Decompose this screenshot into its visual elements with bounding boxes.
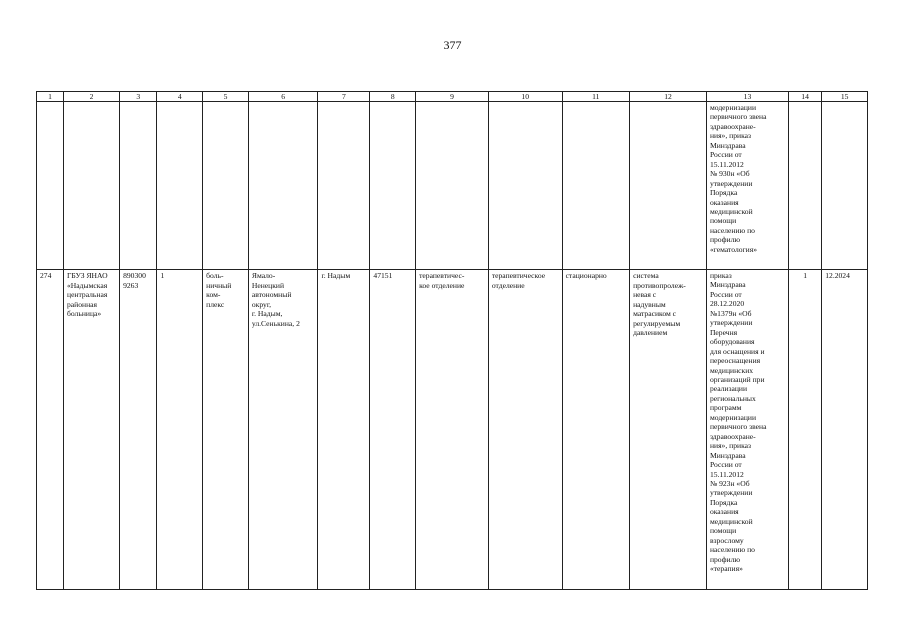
cell-line: оборудования [709, 337, 755, 347]
cell-2 [64, 102, 120, 270]
column-number-9: 9 [416, 92, 489, 102]
cell-line: профилю [709, 554, 741, 564]
cell-line: система [633, 271, 659, 280]
cell-line: населению по [709, 545, 755, 555]
cell-line: терапевтическое [491, 271, 546, 280]
column-number-3: 3 [120, 92, 157, 102]
equipment-name [630, 270, 707, 590]
cell-line: центральная [67, 290, 108, 299]
cell-line: Ненецкий [251, 280, 285, 290]
cell-line: больница» [67, 309, 102, 318]
cell-line: ничный [206, 280, 232, 290]
cell-3 [120, 102, 157, 270]
cell-line: невая с [633, 290, 657, 299]
cell-line: здравоохране- [709, 431, 756, 441]
table-row-continuation [37, 102, 868, 270]
cell-line: «терапия» [709, 564, 743, 574]
cell-line: №1379н «Об [709, 308, 752, 318]
cell-line: оказания [709, 507, 739, 517]
cell-4 [157, 102, 203, 270]
cell-line: регулируемым [633, 318, 681, 328]
cell-line: помощи [709, 216, 737, 226]
cell-line: Минздрава [709, 450, 746, 460]
cell-line: Перечня [709, 327, 738, 337]
cell-line: России от [709, 150, 742, 160]
cell-6 [248, 102, 318, 270]
delivery-date: 12.2024 [822, 270, 868, 590]
column-number-11: 11 [562, 92, 630, 102]
cell-line: матрасиком с [633, 309, 677, 318]
address [248, 270, 318, 590]
cell-line: первичного звена [709, 112, 767, 122]
cell-line: № 930н «Об [709, 169, 750, 179]
table-row-274 [37, 270, 868, 590]
cell-line: переоснащения [709, 356, 761, 366]
cell-line: медицинской [709, 206, 753, 216]
cell-line: ул.Сенькина, 2 [251, 318, 300, 328]
column-number-10: 10 [488, 92, 562, 102]
cell-11 [562, 102, 630, 270]
cell-line: ния», приказ [709, 441, 752, 451]
cell-line: давлением [633, 328, 668, 337]
cell-line: округ, [251, 299, 272, 309]
cell-line: «Надымская [67, 280, 108, 290]
column-number-15: 15 [822, 92, 868, 102]
cell-13-legal-basis [706, 102, 788, 270]
cell-line: надувным [633, 299, 666, 309]
cell-line: медицинской [709, 516, 753, 526]
cell-line: реализации [709, 384, 748, 394]
cell-1 [37, 102, 64, 270]
cell-line: 15.11.2012 [709, 469, 744, 479]
quantity: 1 [788, 270, 821, 590]
column-number-13: 13 [706, 92, 788, 102]
cell-line: терапевтичес- [419, 271, 465, 280]
cell-line: населению по [709, 225, 755, 235]
cell-line: утверждении [709, 178, 753, 188]
organization-name [64, 270, 120, 590]
column-number-7: 7 [318, 92, 370, 102]
cell-line: ком- [206, 290, 221, 299]
cell-line: Порядка [709, 188, 738, 198]
cell-line: модернизации [709, 103, 757, 112]
column-number-1: 1 [37, 92, 64, 102]
cell-line: кое отделение [419, 280, 465, 290]
cell-7 [318, 102, 370, 270]
cell-line: утверждении [709, 318, 753, 328]
cell-line: взрослому [709, 535, 744, 545]
cell-5 [203, 102, 249, 270]
cell-line: плекс [206, 299, 225, 309]
column-number-8: 8 [370, 92, 416, 102]
cell-9 [416, 102, 489, 270]
cell-line: медицинских [709, 365, 754, 375]
cell-line: 890300 [123, 271, 146, 280]
column-number-12: 12 [630, 92, 707, 102]
cell-line: районная [67, 299, 98, 309]
city: г. Надым [318, 270, 370, 590]
cell-line: первичного звена [709, 422, 767, 432]
cell-10 [488, 102, 562, 270]
cell-line: программ [709, 403, 742, 413]
column-number-2: 2 [64, 92, 120, 102]
cell-line: приказ [709, 271, 732, 280]
cell-line: помощи [709, 526, 737, 536]
cell-line: Минздрава [709, 140, 746, 150]
cell-line: оказания [709, 197, 739, 207]
cell-line: противопролеж- [633, 280, 686, 290]
cell-line: модернизации [709, 412, 757, 422]
cell-line: ния», приказ [709, 131, 752, 141]
cell-line: ГБУЗ ЯНАО [67, 271, 108, 280]
cell-line: 28.12.2020 [709, 299, 745, 309]
cell-line: 9263 [123, 280, 139, 290]
row-number: 274 [37, 270, 64, 590]
building-number: 1 [157, 270, 203, 590]
cell-15 [822, 102, 868, 270]
oktmo-code: 47151 [370, 270, 416, 590]
department-2 [488, 270, 562, 590]
cell-line: организаций при [709, 374, 765, 384]
cell-line: России от [709, 289, 742, 299]
cell-line: профилю [709, 235, 741, 245]
inn [120, 270, 157, 590]
cell-8 [370, 102, 416, 270]
cell-line: Минздрава [709, 280, 746, 290]
cell-line: Порядка [709, 497, 738, 507]
register-table [36, 91, 868, 590]
page-number: 377 [443, 38, 462, 52]
cell-line: Ямало- [251, 271, 276, 280]
building-type [203, 270, 249, 590]
care-conditions: стационарно [562, 270, 630, 590]
cell-line: 15.11.2012 [709, 159, 744, 169]
column-number-4: 4 [157, 92, 203, 102]
column-number-5: 5 [203, 92, 249, 102]
cell-line: утверждении [709, 488, 753, 498]
cell-line: боль- [206, 271, 224, 280]
cell-line: «гематология» [709, 244, 758, 254]
column-number-row [37, 92, 868, 102]
cell-14 [788, 102, 821, 270]
column-number-6: 6 [248, 92, 318, 102]
legal-basis [706, 270, 788, 590]
cell-line: России от [709, 460, 742, 470]
cell-line: автономный [251, 290, 292, 299]
cell-12 [630, 102, 707, 270]
cell-line: здравоохране- [709, 121, 756, 131]
column-number-14: 14 [788, 92, 821, 102]
cell-line: региональных [709, 393, 756, 403]
cell-line: № 923н «Об [709, 478, 750, 488]
department [416, 270, 489, 590]
cell-line: для оснащения и [709, 346, 765, 356]
cell-line: отделение [491, 280, 525, 290]
cell-line: г. Надым, [251, 309, 283, 318]
